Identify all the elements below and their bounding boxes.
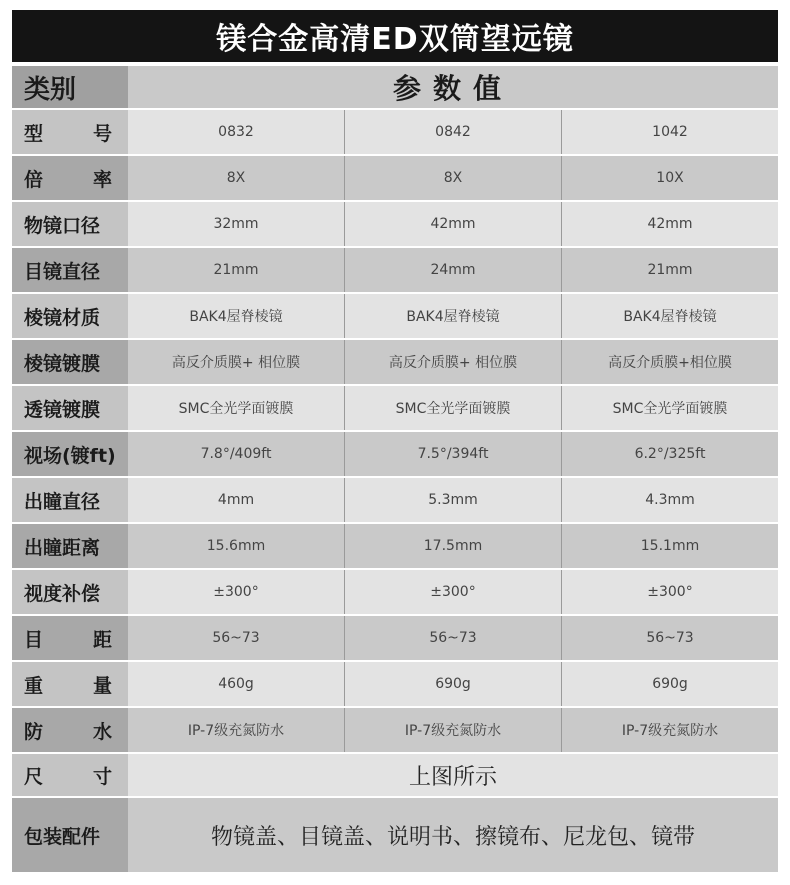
spec-value-cell: 32mm [213,216,259,232]
spec-value-cell: SMC全光学面镀膜 [561,386,778,430]
spec-row-label-part: 号 [92,122,112,145]
spec-row-label [12,432,128,476]
accessories-value: 物镜盖、目镜盖、说明书、擦镜布、尼龙包、镜带 [210,824,695,850]
spec-row [12,430,778,476]
spec-value-cell: 高反介质膜+相位膜 [561,340,778,384]
spec-value-cell: 4mm [217,492,255,508]
spec-value-cell: IP-7级充氮防水 [561,708,778,752]
spec-value-cell: 56~73 [344,616,561,660]
spec-row [12,338,778,384]
spec-row-label [12,202,128,246]
spec-row-label-part: 量 [92,674,112,697]
size-value: 上图所示 [408,764,497,790]
spec-row [12,522,778,568]
spec-row-label [12,616,128,660]
size-label [12,754,128,796]
spec-row-label-part: 棱镜材质 [24,306,101,329]
spec-rows [12,108,778,752]
spec-value-cell: BAK4屋脊棱镜 [189,309,283,325]
spec-value-cell: 460g [218,676,254,692]
spec-sheet [12,10,778,872]
spec-row [12,108,778,154]
spec-row-label-part: 出瞳直径 [24,490,101,513]
spec-value-cell: 690g [561,662,778,706]
spec-value-cell: 8X [226,170,246,186]
spec-row [12,706,778,752]
spec-value-cell: ±300° [213,584,259,600]
spec-value-cell: SMC全光学面镀膜 [178,401,294,417]
spec-row [12,660,778,706]
spec-value-cell: ±300° [561,570,778,614]
size-label-part: 寸 [92,765,112,788]
spec-row-label [12,340,128,384]
spec-row [12,476,778,522]
size-label-part: 尺 [24,765,44,788]
spec-row [12,384,778,430]
spec-value-cell: 高反介质膜+ 相位膜 [171,355,301,371]
spec-row-label [12,524,128,568]
spec-value-cell: 42mm [344,202,561,246]
spec-row-label-part: 棱镜镀膜 [24,352,101,375]
spec-row-label [12,156,128,200]
spec-row [12,568,778,614]
spec-row-label [12,708,128,752]
spec-value-cell: 15.6mm [206,538,266,554]
spec-row [12,614,778,660]
spec-value-cell: 1042 [561,110,778,154]
spec-value-cell: 7.8°/409ft [200,446,272,462]
spec-row-label [12,294,128,338]
spec-row-label-part: 重 [24,674,44,697]
spec-value-cell: IP-7级充氮防水 [187,723,285,739]
page-title: 镁合金高清ED双筒望远镜 [12,10,778,62]
spec-value-cell: 56~73 [561,616,778,660]
spec-row-label-part: 率 [92,168,112,191]
spec-value-cell: 24mm [344,248,561,292]
spec-value-cell: IP-7级充氮防水 [344,708,561,752]
spec-row-label [12,570,128,614]
spec-value-cell: SMC全光学面镀膜 [344,386,561,430]
spec-row-label-part: 距 [92,628,112,651]
spec-row [12,154,778,200]
spec-value-cell: 17.5mm [344,524,561,568]
spec-row-label-part: 物镜口径 [24,214,101,237]
spec-value-cell: BAK4屋脊棱镜 [561,294,778,338]
spec-row-label [12,248,128,292]
spec-value-cell: 56~73 [212,630,260,646]
spec-value-cell: 4.3mm [561,478,778,522]
spec-row [12,200,778,246]
spec-value-cell: 0842 [344,110,561,154]
spec-row-label-part: 倍 [24,168,44,191]
values-header: 参数值 [392,72,513,105]
spec-value-cell: 21mm [561,248,778,292]
spec-row [12,246,778,292]
spec-value-cell: 6.2°/325ft [561,432,778,476]
accessories-label: 包装配件 [12,798,128,872]
spec-row-label-part: 视场(镀ft) [24,444,116,467]
spec-row-label-part: 视度补偿 [24,582,101,605]
spec-row-label [12,386,128,430]
spec-row-label-part: 防 [24,720,44,743]
spec-row-label-part: 目镜直径 [24,260,101,283]
spec-row-label-part: 目 [24,628,44,651]
spec-row-label [12,478,128,522]
table-header-row [12,62,778,108]
spec-value-cell: 42mm [561,202,778,246]
spec-value-cell: 8X [344,156,561,200]
spec-row-label [12,110,128,154]
spec-value-cell: BAK4屋脊棱镜 [344,294,561,338]
accessories-row [12,796,778,872]
spec-value-cell: 21mm [213,262,259,278]
spec-row-label-part: 透镜镀膜 [24,398,101,421]
spec-value-cell: 高反介质膜+ 相位膜 [344,340,561,384]
spec-row-label [12,662,128,706]
size-row [12,752,778,796]
spec-value-cell: 10X [561,156,778,200]
spec-value-cell: 690g [344,662,561,706]
category-header: 类别 [12,66,128,108]
spec-value-cell: 7.5°/394ft [344,432,561,476]
spec-row-label-part: 水 [92,720,112,743]
spec-value-cell: ±300° [344,570,561,614]
spec-value-cell: 0832 [218,124,254,140]
spec-row [12,292,778,338]
spec-value-cell: 5.3mm [344,478,561,522]
spec-row-label-part: 出瞳距离 [24,536,101,559]
spec-row-label-part: 型 [24,122,44,145]
spec-value-cell: 15.1mm [561,524,778,568]
